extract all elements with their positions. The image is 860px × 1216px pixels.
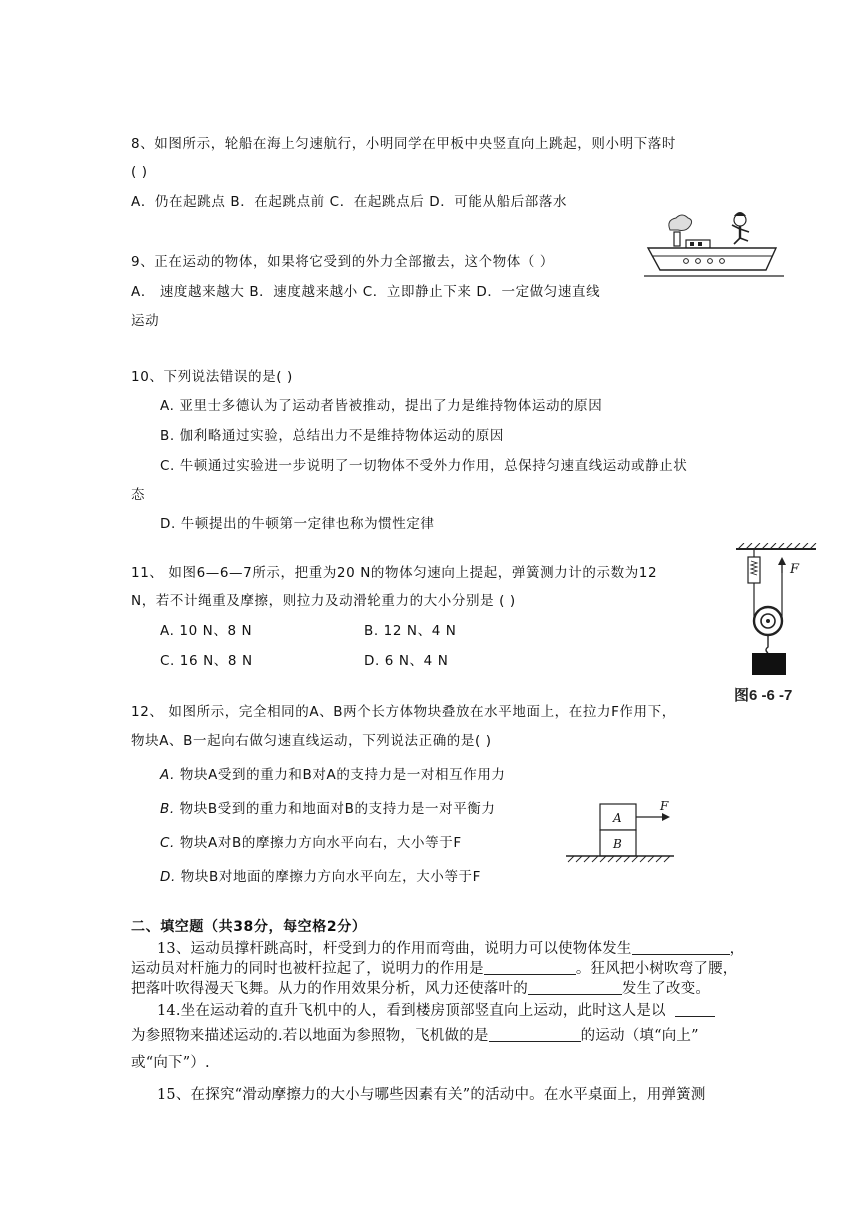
q8-bracket: ( ) xyxy=(131,164,148,180)
pulley-figure xyxy=(728,543,828,683)
q11-stem-cont: N，若不计绳重及摩擦，则拉力及动滑轮重力的大小分别是 ( ) xyxy=(131,593,516,609)
q12-option-a xyxy=(160,766,506,784)
q11-stem: 11、 如图6—6—7所示，把重为20 N的物体匀速向上提起，弹簧测力计的示数为12 xyxy=(131,565,658,581)
q10-option-a: A. 亚里士多德认为了运动者皆被推动，提出了力是维持物体运动的原因 xyxy=(160,398,603,414)
q14-line1 xyxy=(157,1002,715,1020)
q12-option-b xyxy=(160,800,496,818)
q12-text-d: 物块B对地面的摩擦力方向水平向左，大小等于F xyxy=(180,869,482,885)
q12-option-d xyxy=(160,868,481,886)
q12-text-b: 物块B受到的重力和地面对B的支持力是一对平衡力 xyxy=(179,801,496,817)
q13-text-1-end: ， xyxy=(729,941,745,957)
q11-option-d: D. 6 N、4 N xyxy=(364,653,449,669)
figure-caption: 图6 -6 -7 xyxy=(734,687,793,704)
q9-stem: 9、正在运动的物体，如果将它受到的外力全部撤去，这个物体（ ） xyxy=(131,254,554,270)
q14-blank-2[interactable] xyxy=(489,1027,581,1042)
q11-option-c: C. 16 N、8 N xyxy=(160,653,253,669)
q8-options: A．仍在起跳点 B．在起跳点前 C．在起跳点后 D．可能从船后部落水 xyxy=(131,194,568,210)
block-b-label: B xyxy=(613,837,622,851)
q11-option-a: A. 10 N、8 N xyxy=(160,623,253,639)
q11-option-b: B. 12 N、4 N xyxy=(364,623,457,639)
q12-letter-a: A. xyxy=(160,767,175,783)
q8-stem: 8、如图所示，轮船在海上匀速航行，小明同学在甲板中央竖直向上跳起，则小明下落时 xyxy=(131,136,676,152)
q12-option-c xyxy=(160,834,462,852)
q13-line1 xyxy=(157,940,744,958)
q10-option-c: C. 牛顿通过实验进一步说明了一切物体不受外力作用，总保持匀速直线运动或静止状 xyxy=(160,458,688,474)
q13-text-3-end: 发生了改变。 xyxy=(621,981,711,997)
q13-text-1: 13、运动员撑杆跳高时，杆受到力的作用而弯曲，说明力可以使物体发生 xyxy=(157,941,632,957)
block-force-label: F xyxy=(660,800,669,813)
q12-letter-d: D. xyxy=(160,869,176,885)
ship-figure xyxy=(644,210,784,280)
q13-text-3: 把落叶吹得漫天飞舞。从力的作用效果分析，风力还使落叶的 xyxy=(131,981,528,997)
q13-text-2-end: 。狂风把小树吹弯了腰， xyxy=(575,961,738,977)
q14-line3: 或“向下”）. xyxy=(131,1055,210,1071)
q13-blank-3[interactable] xyxy=(528,980,622,995)
block-a-label: A xyxy=(613,811,622,825)
q10-stem: 10、下列说法错误的是( ) xyxy=(131,369,293,385)
q10-option-c-cont: 态 xyxy=(131,487,146,503)
q12-text-c: 物块A对B的摩擦力方向水平向右，大小等于F xyxy=(179,835,462,851)
q13-line2 xyxy=(131,960,738,978)
q13-line3 xyxy=(131,980,710,998)
q10-option-b: B. 伽利略通过实验，总结出力不是维持物体运动的原因 xyxy=(160,428,504,444)
q13-blank-1[interactable] xyxy=(632,940,730,955)
q12-stem-cont: 物块A、B一起向右做匀速直线运动，下列说法正确的是( ) xyxy=(131,733,492,749)
q13-blank-2[interactable] xyxy=(484,960,576,975)
q12-text-a: 物块A受到的重力和B对A的支持力是一对相互作用力 xyxy=(179,767,506,783)
q14-text-2: 为参照物来描述运动的.若以地面为参照物，飞机做的是 xyxy=(131,1028,489,1044)
q14-text-1: 14.坐在运动着的直升飞机中的人，看到楼房顶部竖直向上运动，此时这人是以 xyxy=(157,1003,666,1019)
q9-continuation: 运动 xyxy=(131,313,160,329)
q12-stem: 12、 如图所示，完全相同的A、B两个长方体物块叠放在水平地面上，在拉力F作用下， xyxy=(131,704,676,720)
section-2-title: 二、填空题（共38分，每空格2分） xyxy=(131,919,367,935)
q14-line2 xyxy=(131,1027,699,1045)
q14-text-2-end: 的运动（填“向上” xyxy=(580,1028,699,1044)
q14-blank-1[interactable] xyxy=(675,1002,715,1017)
q13-text-2: 运动员对杆施力的同时也被杆拉起了，说明力的作用是 xyxy=(131,961,484,977)
q10-option-d: D. 牛顿提出的牛顿第一定律也称为惯性定律 xyxy=(160,516,435,532)
q12-letter-b: B. xyxy=(160,801,175,817)
q9-options: A． 速度越来越大 B．速度越来越小 C．立即静止下来 D．一定做匀速直线 xyxy=(131,284,601,300)
blocks-figure xyxy=(564,800,684,866)
q15-line1: 15、在探究“滑动摩擦力的大小与哪些因素有关”的活动中。在水平桌面上，用弹簧测 xyxy=(157,1087,706,1103)
q12-letter-c: C. xyxy=(160,835,175,851)
pulley-force-label: F xyxy=(790,562,800,577)
